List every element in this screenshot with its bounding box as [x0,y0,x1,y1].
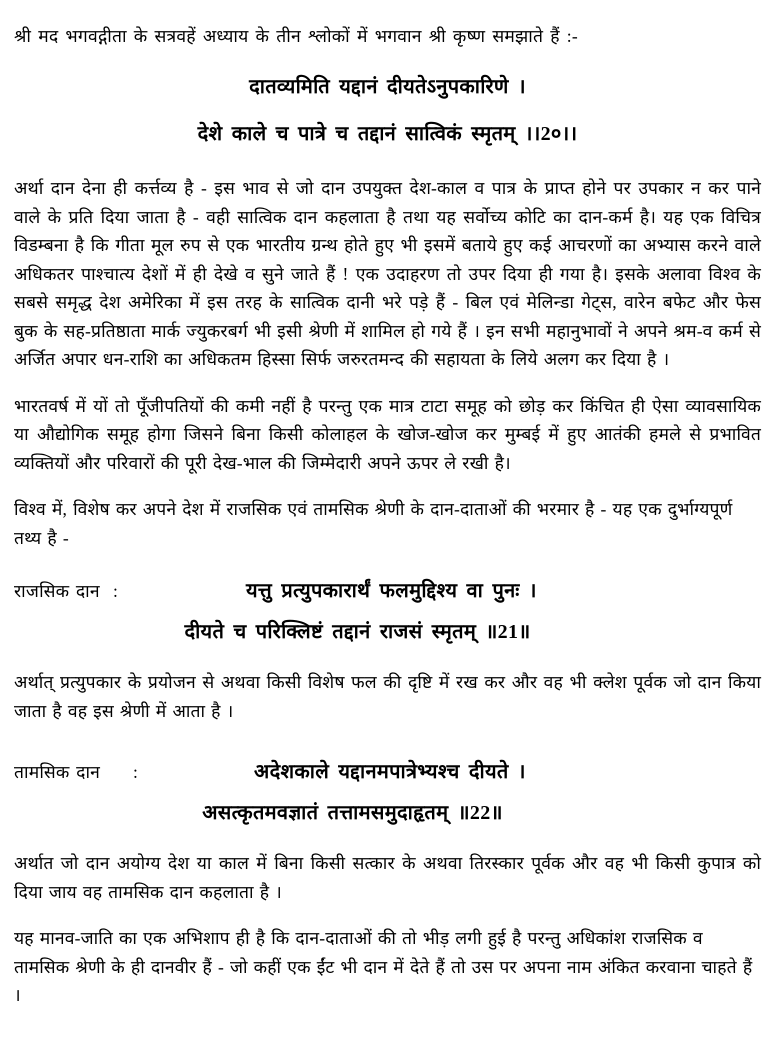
tamasik-verse-line-1: अदेशकाले यद्दानमपात्रेभ्यश्च दीयते । [254,761,526,784]
paragraph-rajasik-explanation: अर्थात् प्रत्युपकार के प्रयोजन से अथवा किसी विशेष फल की दृष्टि में रख कर और वह भी क्लेश पूर्वक जो दान किया जाता है वह इस श्रेणी में आता है । [14,672,761,721]
paragraph-rajasik-tamasik-intro: विश्व में, विशेष कर अपने देश में राजसिक एवं तामसिक श्रेणी के दान-दाताओं की भरमार है - यह एक दुर्भाग्यपूर्ण तथ्य है - [14,499,733,548]
rajasik-verse-line-1: यत्तु प्रत्युपकारार्थं फलमुद्दिश्य वा पुनः । [246,580,537,603]
paragraph-tamasik-explanation: अर्थात जो दान अयोग्य देश या काल में बिना किसी सत्कार के अथवा तिरस्कार पूर्वक और वह भी किसी कुपात्र को दिया जाय वह तामसिक दान कहलाता है । [14,853,761,902]
tamasik-verse-row [14,757,761,784]
sattvik-verse-line-1: दातव्यमिति यद्दानं दीयतेऽनुपकारिणे । [249,76,526,98]
paragraph-closing: यह मानव-जाति का एक अभिशाप ही है कि दान-दाताओं की तो भीड़ लगी हुई है परन्तु अधिकांश राजसिक व तामसिक श्रेणी के ही दानवीर हैं - जो कहीं एक ईंट भी दान में देते हैं तो उस पर अपना नाम अंकित करवाना चाहते हैं । [14,928,753,1006]
rajasik-verse-line-2: दीयते च परिक्लिष्टं तद्दानं राजसं स्मृतम् ॥21॥ [184,621,531,644]
spacer [14,743,761,757]
tamasik-label: तामसिक दान : [14,762,139,783]
paragraph-sattvik-explanation: अर्था दान देना ही कर्त्तव्य है - इस भाव से जो दान उपयुक्त देश-काल व पात्र के प्राप्त होने पर उपकार न कर पाने वाले के प्रति दिया जाता है - वही सात्विक दान कहलाता है तथा यह सर्वोच्य कोटि का दान-कर्म है। यह एक विचित्र विडम्बना है कि गीता मूल रुप से एक भारतीय ग्रन्थ होते हुए भी इसमें बताये हुए कई आचरणों का अभ्यास करने वाले अधिकतर पाश्चात्य देशों में ही देखे व सुने जाते हैं ! एक उदाहरण तो उपर दिया ही गया है। इसके अलावा विश्व के सबसे समृद्ध देश अमेरिका में इस तरह के सात्विक दानी भरे पड़े हैं - बिल एवं मेलिन्डा गेट्स, वारेन बफेट और फेस बुक के सह-प्रतिष्ठाता मार्क ज्युकरबर्ग भी इसी श्रेणी में शामिल हो गये हैं । इन सभी महानुभावों ने अपने श्रम-व कर्म से अर्जित अपार धन-राशि का अधिकतम हिस्सा सिर्फ जरुरतमन्द की सहायता के लिये अलग कर दिया है । [14,178,761,370]
paragraph-india-philanthropy: भारतवर्ष में यों तो पूँजीपतियों की कमी नहीं है परन्तु एक मात्र टाटा समूह को छोड़ कर किंचित ही ऐसा व्यावसायिक या औद्योगिक समूह होगा जिसने बिना किसी कोलाहल के खोज-खोज कर मुम्बई में हुए आतंकी हमले से प्रभावित व्यक्तियों और परिवारों की पूरी देख-भाल की जिम्मेदारी अपने ऊपर ले रखी है। [14,395,761,473]
tamasik-verse-line-2: असत्कृतमवज्ञातं तत्तामसमुदाहृतम् ॥22॥ [202,802,503,825]
sattvik-verse-line-2: देशे काले च पात्रे च तद्दानं सात्विकं स्मृतम् ।।2०।। [197,123,578,145]
intro-line: श्री मद भगवद्गीता के सत्रवहें अध्याय के तीन श्लोकों में भगवान श्री कृष्ण समझाते हैं :- [14,26,578,46]
rajasik-label: राजसिक दान : [14,581,119,602]
rajasik-verse-row [14,576,761,603]
